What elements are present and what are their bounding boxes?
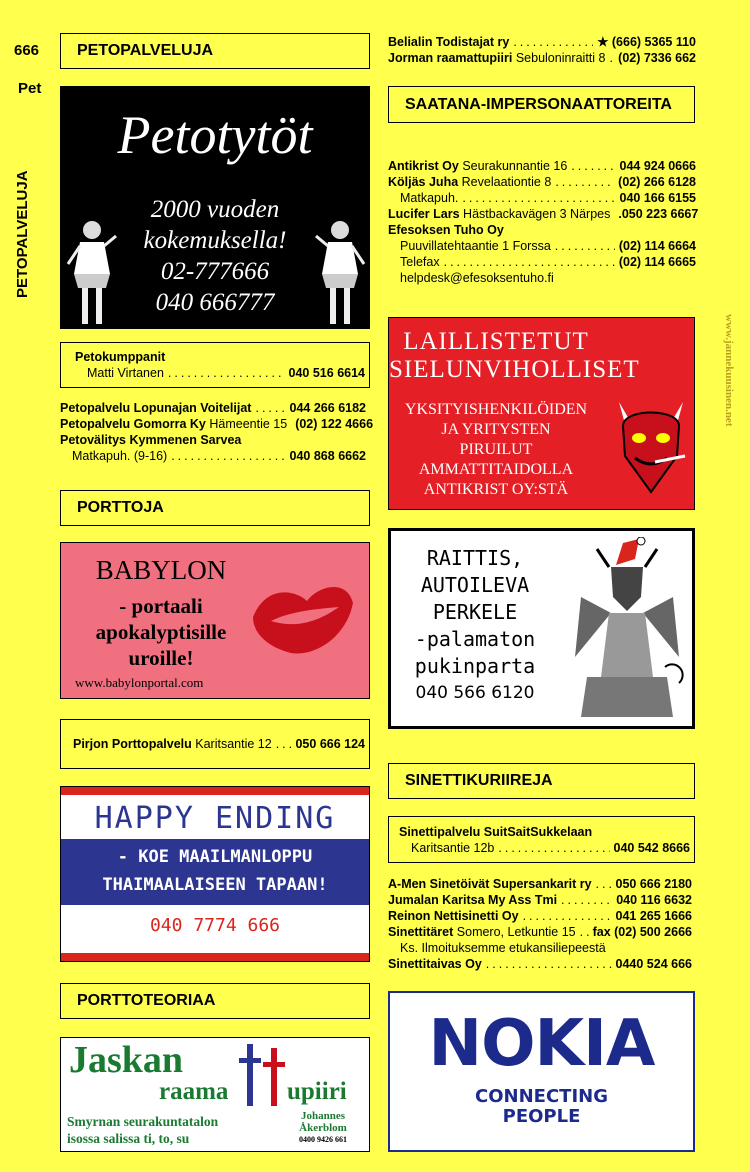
listing-phone: fax (02) 500 2666 [592,925,692,939]
listing-name: Jumalan Karitsa My Ass Tmi [388,893,558,907]
section-header-label: SAATANA-IMPERSONAATTOREITA [405,95,672,113]
listing-row[interactable] [388,50,696,66]
ad-line: ANTIKRIST OY:STÄ [423,481,569,498]
ad-petotytot[interactable] [60,86,370,329]
devil-face-icon [611,396,691,496]
listing-addr: Seurakunnantie 16 [462,159,568,173]
listing-addr: Ks. Ilmoituksemme etukansiliepeestä [400,941,606,955]
listing-box-petokumppanit[interactable] [60,342,370,388]
ad-title: HAPPY ENDING [94,801,336,836]
signature-line: Johannes [300,1110,346,1122]
listing-row[interactable] [388,940,692,956]
ad-text-block [120,194,310,318]
ad-line: PEOPLE [502,1106,581,1127]
ad-line: upiiri [287,1078,347,1105]
ad-line: -palamaton [414,627,536,651]
listing-addr: Matti Virtanen [87,366,164,380]
listing-name: Jorman raamattupiiri [388,51,513,65]
ad-line: - portaali [119,594,203,618]
listing-phone: .050 223 6667 [618,207,699,221]
section-header-saatana [388,86,695,123]
ad-line: uroille! [128,646,194,670]
listing-phone: (02) 114 6665 [618,255,696,269]
listing-group-1 [60,400,374,464]
listing-phone: 044 924 0666 [619,159,696,173]
listing-name: Sinettitäret [388,925,454,939]
ad-line: RAITTIS, [426,546,524,570]
ad-phone: 040 666777 [155,289,275,316]
side-section-title: PETOPALVELUJA [14,170,31,298]
listing-phone: 040 868 6662 [289,449,366,463]
ad-phone: 040 566 6120 [415,683,535,703]
listing-row [73,736,365,752]
ad-line: JA YRITYSTEN [441,421,551,438]
listing-phone: 044 266 6182 [289,401,366,415]
listing-phone: 0440 524 666 [615,957,692,971]
listing-phone: (02) 122 4666 [295,417,374,431]
ad-phone: 040 7774 666 [149,915,281,936]
section-header-petopalveluja [60,33,370,69]
listing-row[interactable] [388,908,692,924]
listing-addr[interactable]: helpdesk@efesoksentuho.fi [400,271,554,285]
ad-phone: 02-777666 [160,258,270,285]
listing-name: Sinettipalvelu SuitSaitSukkelaan [399,825,593,839]
listing-phone: (02) 266 6128 [618,175,696,189]
listing-phone: 040 516 6614 [288,366,365,380]
listing-title-row [75,349,365,365]
listing-name: Petovälitys Kymmenen Sarvea [60,433,242,447]
section-header-label: SINETTIKURIIREJA [405,772,553,789]
listing-addr: Puuvillatehtaantie 1 Forssa [400,239,551,253]
listing-row[interactable] [388,158,696,174]
ad-title-line: LAILLISTETUT [403,328,589,355]
ad-line: 2000 vuoden [150,196,280,223]
listing-addr: Somero, Letkuntie 15 [456,925,576,939]
listing-phone: 040 542 8666 [613,841,690,855]
listing-group-2 [388,158,699,286]
ad-title: NOKIA [428,1007,655,1081]
page-number: 666 [14,42,40,59]
listing-title-row [399,824,690,840]
ad-script-title: Petotytöt [117,105,313,165]
ad-line: raama [159,1078,229,1105]
maid-figure-icon [66,216,118,326]
ad-line: isossa salissa ti, to, su [67,1131,190,1146]
ad-happy-ending[interactable] [60,786,370,962]
ad-title-line: SIELUNVIHOLLISET [389,356,640,383]
listing-row[interactable] [388,206,699,222]
listing-name: Belialin Todistajat ry [388,35,510,49]
listing-name: Pirjon Porttopalvelu [73,737,192,751]
ad-nokia[interactable] [388,991,695,1152]
section-header-label: PORTTOTEORIAA [77,992,216,1009]
ad-line: pukinparta [414,654,536,678]
listing-name: Efesoksen Tuho Oy [388,223,504,237]
ad-raittis-perkele[interactable] [388,528,695,729]
listing-row[interactable] [388,174,696,190]
ad-title [389,328,640,384]
listing-row[interactable] [388,270,696,286]
ad-line: PIRUILUT [459,441,533,458]
ad-url[interactable]: www.babylonportal.com [75,675,204,690]
ad-line: apokalyptisille [95,620,227,644]
listing-addr: Matkapuh. (9-16) [72,449,168,463]
signature-phone: 0400 9426 661 [299,1135,347,1144]
ad-text-block [71,593,251,671]
listing-row[interactable] [60,432,366,448]
listing-phone: ★ (666) 5365 110 [597,35,696,49]
listing-box-sinettipalvelu[interactable] [388,816,695,863]
listing-row[interactable] [60,448,366,464]
lips-icon [247,573,359,663]
listing-phone: 041 265 1666 [615,909,692,923]
listing-name: Köljäs Juha [388,175,459,189]
ad-line: CONNECTING [475,1086,608,1107]
listing-row[interactable] [388,956,692,972]
ad-line: YKSITYISHENKILÖIDEN [404,401,588,418]
listing-row [399,840,690,856]
ad-title: BABYLON [95,555,227,585]
ad-line: Smyrnan seurakuntatalon [67,1114,219,1129]
ad-line: kokemuksella! [143,227,287,254]
listing-addr: Revelaationtie 8 [461,175,552,189]
listing-addr: Hämeentie 15 [209,417,288,431]
listing-row [75,365,365,381]
ad-line: AMMATTITAIDOLLA [418,461,574,478]
side-credit: www.jannekuusinen.net [723,314,735,427]
ad-signature [285,1110,361,1146]
maid-figure-icon [314,216,366,326]
listing-addr: Matkapuh. [400,191,459,205]
ad-laillistetut[interactable] [388,317,695,510]
listing-name: Reinon Nettisinetti Oy [388,909,519,923]
listing-row[interactable] [388,222,696,238]
listing-phone: 040 116 6632 [616,893,692,907]
listing-name: Antikrist Oy [388,159,459,173]
listing-name: Lucifer Lars [388,207,460,221]
listing-phone: 040 166 6155 [619,191,696,205]
ad-text-block [391,545,559,707]
listing-phone: 050 666 2180 [615,877,692,891]
ad-text-block [389,400,603,500]
listing-phone: (02) 7336 662 [618,51,696,65]
listing-addr: Karitsantie 12b [411,841,495,855]
listing-row[interactable] [60,400,366,416]
page-abbreviation: Pet [18,80,42,97]
listing-row[interactable] [388,34,696,50]
listing-phone: 050 666 124 [295,737,365,751]
section-header-sinettikuriireja [388,763,695,799]
section-header-label: PETOPALVELUJA [77,42,214,59]
ad-line: THAIMAALAISEEN TAPAAN! [102,875,328,895]
listing-row[interactable] [388,876,692,892]
section-header-porttoteoriaa [60,983,370,1019]
listing-row[interactable] [388,238,696,254]
listing-addr: Hästbackavägen 3 Närpes [463,207,611,221]
ad-title: Jaskan [69,1039,184,1081]
listing-row[interactable] [388,254,696,270]
ad-text-block [390,1087,693,1127]
ad-jaskan-raamattupiiri[interactable] [60,1037,370,1152]
baphomet-icon [561,537,691,723]
section-header-porttoja [60,490,370,526]
listing-row[interactable] [60,416,374,432]
ad-line: PERKELE [432,600,518,624]
signature-line: Åkerblom [299,1122,347,1134]
listing-row[interactable] [388,190,696,206]
listing-name: Petokumppanit [75,350,166,364]
listing-phone: (02) 114 6664 [618,239,696,253]
listing-addr: Karitsantie 12 [195,737,272,751]
listing-addr: Sebuloninraitti 8 [515,51,606,65]
listing-name: Sinettitaivas Oy [388,957,482,971]
listing-addr: Telefax [400,255,440,269]
ad-line: AUTOILEVA [420,573,530,597]
section-header-label: PORTTOJA [77,499,164,516]
listing-name: Petopalvelu Gomorra Ky [60,417,206,431]
listing-box-pirjon[interactable] [60,719,370,769]
listing-row[interactable] [388,924,692,940]
listing-group-3 [388,876,692,972]
cross-icon [237,1042,293,1108]
listing-name: A-Men Sinetöivät Supersankarit ry [388,877,592,891]
ad-babylon[interactable] [60,542,370,699]
listing-name: Petopalvelu Lopunajan Voitelijat [60,401,252,415]
ad-line: - KOE MAAILMANLOPPU [117,847,313,867]
listing-row[interactable] [388,892,692,908]
listing-group-top [388,34,696,66]
